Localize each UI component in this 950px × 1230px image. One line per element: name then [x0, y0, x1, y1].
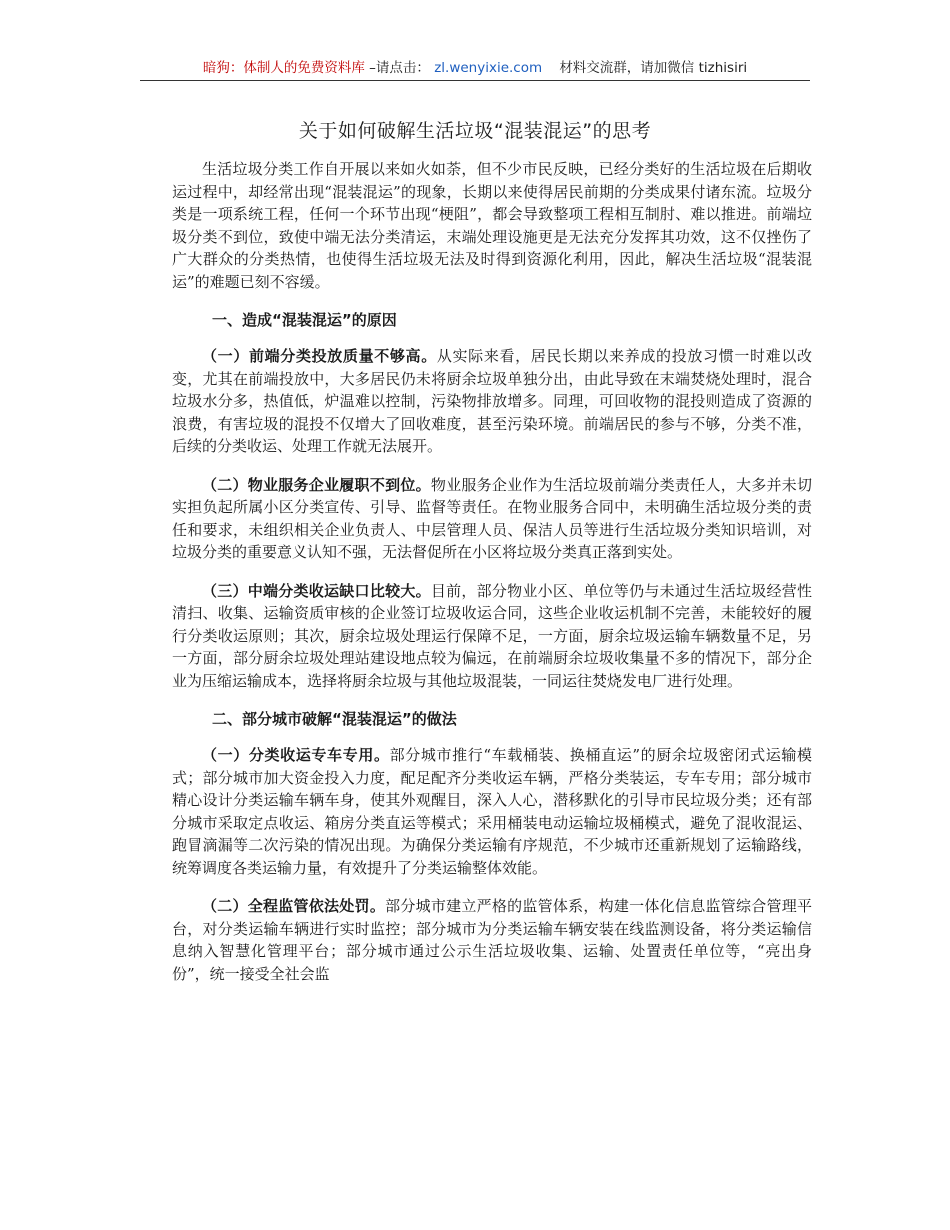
- item-lead: （二）物业服务企业履职不到位。: [202, 475, 431, 494]
- section-2-item-2: [172, 895, 812, 985]
- section-heading-1: 一、造成“混装混运”的原因: [212, 311, 397, 329]
- header-prompt: –请点击：: [369, 60, 430, 76]
- section-1-item-3: [172, 580, 812, 693]
- item-lead: （一）分类收运专车专用。: [202, 746, 390, 764]
- item-lead: （一）前端分类投放质量不够高。: [202, 347, 437, 365]
- item-text: 部分城市建立严格的监管体系，构建一体化信息监管综合管理平台，对分类运输车辆进行实时监控；部分城市为分类运输车辆安装在线监测设备，将分类运输信息纳入智慧化管理平台；部分城市通过公示生活垃圾收集、运输、处置责任单位等，“亮出身份”，统一接受全社会监: [172, 897, 812, 983]
- section-1-item-1: [172, 345, 812, 458]
- header-link[interactable]: zl.wenyixie.com: [434, 60, 543, 76]
- document-title: 关于如何破解生活垃圾“混装混运”的思考: [298, 120, 652, 142]
- header-wechat: 材料交流群，请加微信 tizhisiri: [559, 60, 748, 76]
- item-text: 物业服务企业作为生活垃圾前端分类责任人，大多并未切实担负起所属小区分类宣传、引导、监督等责任。在物业服务合同中，未明确生活垃圾分类的责任和要求，未组织相关企业负责人、中层管理人员、保洁人员等进行生活垃圾分类知识培训，对垃圾分类的重要意义认知不强，无法督促所在小区将垃圾分类真正落到实处。: [172, 475, 812, 561]
- intro-paragraph: 生活垃圾分类工作自开展以来如火如荼，但不少市民反映，已经分类好的生活垃圾在后期收运过程中，却经常出现“混装混运”的现象，长期以来使得居民前期的分类成果付诸东流。垃圾分类是一项系统工程，任何一个环节出现“梗阻”，都会导致整项工程相互制肘、难以推进。前端垃圾分类不到位，致使中端无法分类清运，末端处理设施更是无法充分发挥其功效，这不仅挫伤了广大群众的分类热情，也使得生活垃圾无法及时得到资源化利用，因此，解决生活垃圾“混装混运”的难题已刻不容缓。: [172, 160, 812, 291]
- item-lead: （三）中端分类收运缺口比较大。: [202, 581, 431, 600]
- document-body: [172, 158, 812, 1001]
- header-brand: 暗狗：体制人的免费资料库: [202, 60, 365, 76]
- item-text: 部分城市推行“车载桶装、换桶直运”的厨余垃圾密闭式运输模式；部分城市加大资金投入力度，配足配齐分类收运车辆，严格分类装运，专车专用；部分城市精心设计分类运输车辆车身，使其外观醒目，深入人心，潜移默化的引导市民垃圾分类；还有部分城市采取定点收运、箱房分类直运等模式；采用桶装电动运输垃圾桶模式，避免了混收混运、跑冒滴漏等二次污染的情况出现。为确保分类运输有序规范，不少城市还重新规划了运输路线，统筹调度各类运输力量，有效提升了分类运输整体效能。: [172, 746, 812, 877]
- section-2-item-1: [172, 744, 812, 879]
- section-1-item-2: [172, 474, 812, 564]
- item-lead: （二）全程监管依法处罚。: [202, 897, 386, 915]
- item-text: 目前，部分物业小区、单位等仍与未通过生活垃圾经营性清扫、收集、运输资质审核的企业签订垃圾收运合同，这些企业收运机制不完善，未能较好的履行分类收运原则；其次，厨余垃圾处理运行保障不足，一方面，厨余垃圾运输车辆数量不足，另一方面，部分厨余垃圾处理站建设地点较为偏远，在前端厨余垃圾收集量不多的情况下，部分企业为压缩运输成本，选择将厨余垃圾与其他垃圾混装，一同运往焚烧发电厂进行处理。: [172, 581, 812, 690]
- item-text: 从实际来看，居民长期以来养成的投放习惯一时难以改变，尤其在前端投放中，大多居民仍未将厨余垃圾单独分出，由此导致在末端焚烧处理时，混合垃圾水分多，热值低，炉温难以控制，污染物排放增多。同理，可回收物的混投则造成了资源的浪费，有害垃圾的混投不仅增大了回收难度，甚至污染环境。前端居民的参与不够，分类不准，后续的分类收运、处理工作就无法展开。: [172, 347, 812, 455]
- page-header: [140, 58, 810, 81]
- section-heading-2: 二、部分城市破解“混装混运”的做法: [212, 710, 457, 728]
